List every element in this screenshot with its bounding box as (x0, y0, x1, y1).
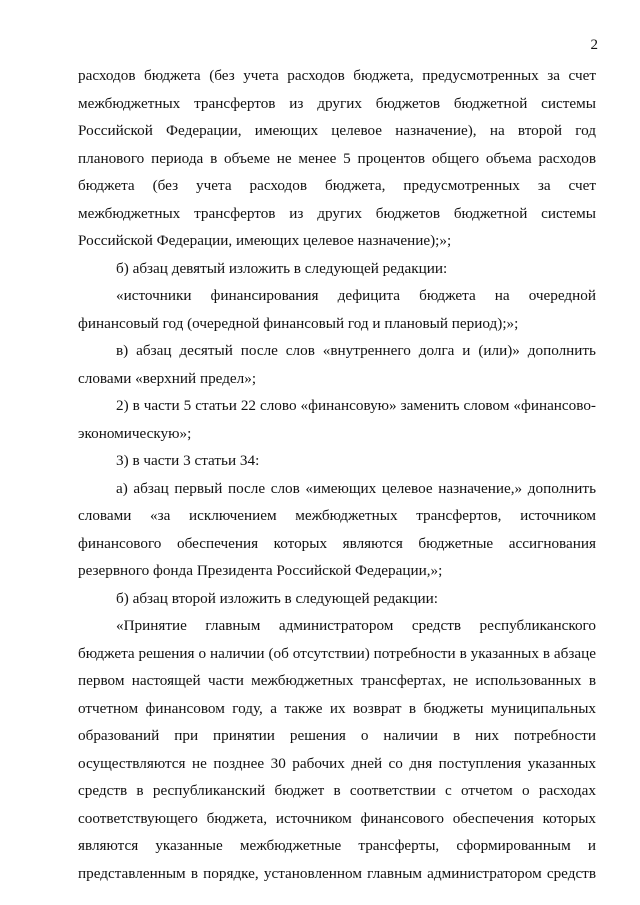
text-line: 2) в части 5 статьи 22 слово «финансовую» заменить словом «финансово- (116, 397, 596, 414)
text-line: Российской Федерации, имеющих целевое назначение);»; (78, 232, 452, 249)
text-line: планового периода в объеме не менее 5 процентов общего объема расходов (78, 149, 596, 167)
text-line: образований при принятии решения о наличии в них потребности (78, 727, 596, 744)
text-line: являются указанные межбюджетные трансферты, сформированным и (78, 837, 596, 854)
document-body (78, 62, 596, 887)
text-line: средств в республиканский бюджет в соответствии с отчетом о расходах (78, 782, 596, 799)
text-line: в) абзац десятый после слов «внутреннего долга и (или)» дополнить (116, 342, 596, 359)
text-line: экономическую»; (78, 424, 192, 442)
text-line: соответствующего бюджета, источником финансового обеспечения которых (78, 809, 596, 827)
text-line: межбюджетных трансфертов из других бюджетов бюджетной системы (78, 94, 596, 112)
text-line: а) абзац первый после слов «имеющих целевое назначение,» дополнить (116, 479, 596, 497)
text-line: Российской Федерации, имеющих целевое назначение), на второй год (78, 122, 596, 139)
text-line: резервного фонда Президента Российской Федерации,»; (78, 562, 443, 579)
text-line: первом настоящей части межбюджетных трансфертах, не использованных в (78, 672, 596, 689)
text-line: осуществляются не позднее 30 рабочих дней со дня поступления указанных (78, 754, 596, 772)
text-line: 3) в части 3 статьи 34: (116, 452, 260, 469)
text-line: отчетном финансовом году, а также их возврат в бюджеты муниципальных (78, 699, 596, 717)
text-line: межбюджетных трансфертов из других бюджетов бюджетной системы (78, 204, 596, 222)
text-line: бюджета (без учета расходов бюджета, предусмотренных за счет (78, 177, 596, 194)
text-line: бюджета решения о наличии (об отсутствии) потребности в указанных в абзаце (78, 644, 596, 662)
text-line: словами «за исключением межбюджетных трансфертов, источником (78, 507, 596, 524)
text-line: «источники финансирования дефицита бюджета на очередной (116, 287, 596, 304)
text-line: финансового обеспечения которых являются бюджетные ассигнования (78, 534, 596, 552)
text-line: представленным в порядке, установленном главным администратором средств (78, 864, 596, 882)
text-line: «Принятие главным администратором средств республиканского (116, 617, 596, 634)
page-number: 2 (590, 37, 598, 53)
text-line: б) абзац девятый изложить в следующей редакции: (116, 259, 448, 277)
text-line: словами «верхний предел»; (78, 369, 257, 387)
text-line: финансовый год (очередной финансовый год и плановый период);»; (78, 314, 519, 332)
text-line: расходов бюджета (без учета расходов бюджета, предусмотренных за счет (78, 67, 596, 84)
text-line: б) абзац второй изложить в следующей редакции: (116, 589, 438, 607)
